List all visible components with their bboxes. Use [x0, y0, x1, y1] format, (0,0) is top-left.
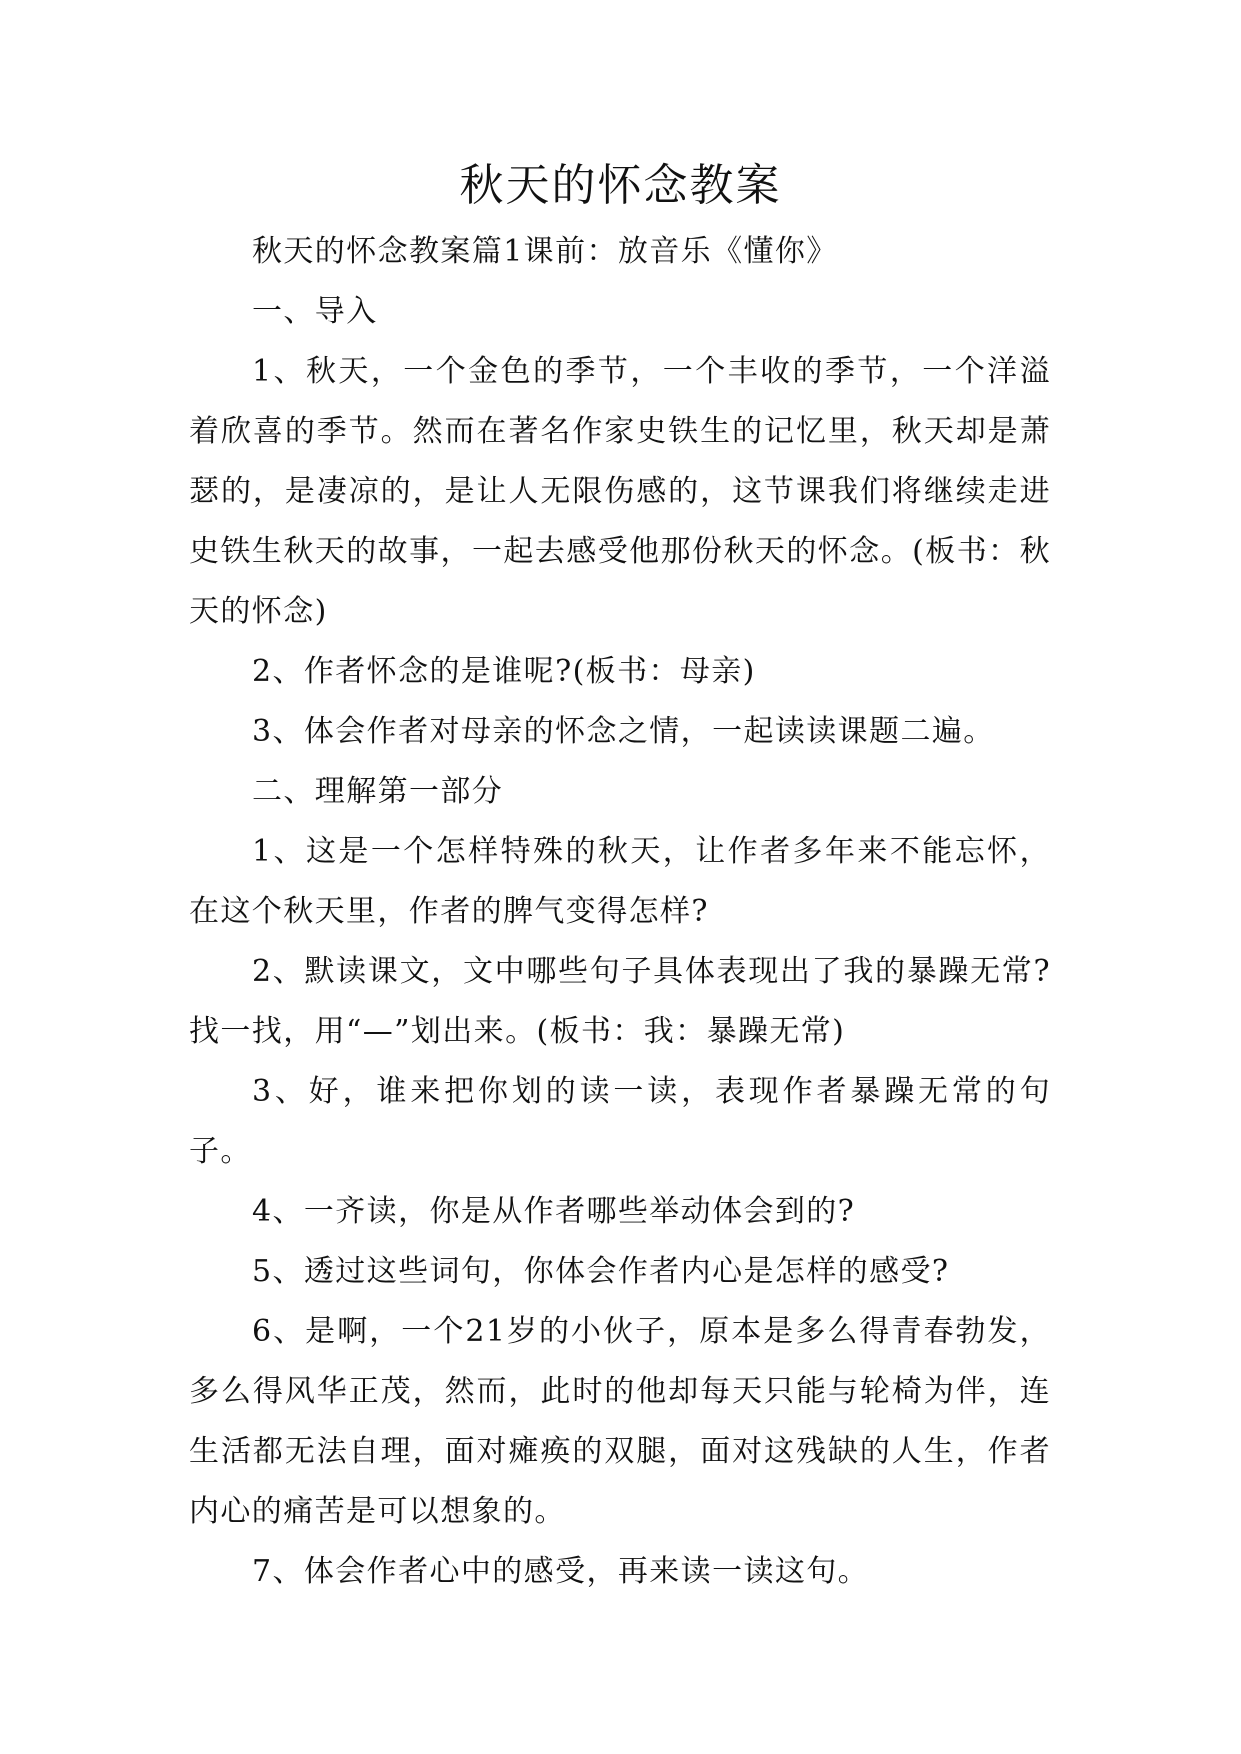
paragraph: 3、好，谁来把你划的读一读，表现作者暴躁无常的句子。: [189, 1074, 1051, 1169]
paragraph: 1、这是一个怎样特殊的秋天，让作者多年来不能忘怀，在这个秋天里，作者的脾气变得怎样?: [189, 834, 1051, 929]
paragraph: 1、秋天，一个金色的季节，一个丰收的季节，一个洋溢着欣喜的季节。然而在著名作家史铁生的记忆里，秋天却是萧瑟的，是凄凉的，是让人无限伤感的，这节课我们将继续走进史铁生秋天的故事，一起去感受他那份秋天的怀念。(板书：秋天的怀念): [189, 354, 1051, 629]
paragraph-intro: 秋天的怀念教案篇1课前：放音乐《懂你》: [252, 234, 838, 269]
section-heading-2: 二、理解第一部分: [252, 774, 504, 809]
paragraph: 3、体会作者对母亲的怀念之情，一起读读课题二遍。: [252, 714, 995, 749]
paragraph: 5、透过这些词句，你体会作者内心是怎样的感受?: [252, 1254, 950, 1289]
paragraph: 7、体会作者心中的感受，再来读一读这句。: [252, 1554, 870, 1589]
section-heading-1: 一、导入: [252, 294, 378, 329]
document-body: [189, 222, 1051, 1602]
document-title: 秋天的怀念教案: [459, 160, 782, 211]
paragraph: 2、作者怀念的是谁呢?(板书：母亲): [252, 654, 756, 689]
paragraph: 4、一齐读，你是从作者哪些举动体会到的?: [252, 1194, 856, 1229]
paragraph: 2、默读课文，文中哪些句子具体表现出了我的暴躁无常?找一找，用“—”划出来。(板书：我：暴躁无常): [189, 954, 1051, 1049]
paragraph: 6、是啊，一个21岁的小伙子，原本是多么得青春勃发，多么得风华正茂，然而，此时的他却每天只能与轮椅为伴，连生活都无法自理，面对瘫痪的双腿，面对这残缺的人生，作者内心的痛苦是可以想象的。: [189, 1314, 1051, 1529]
